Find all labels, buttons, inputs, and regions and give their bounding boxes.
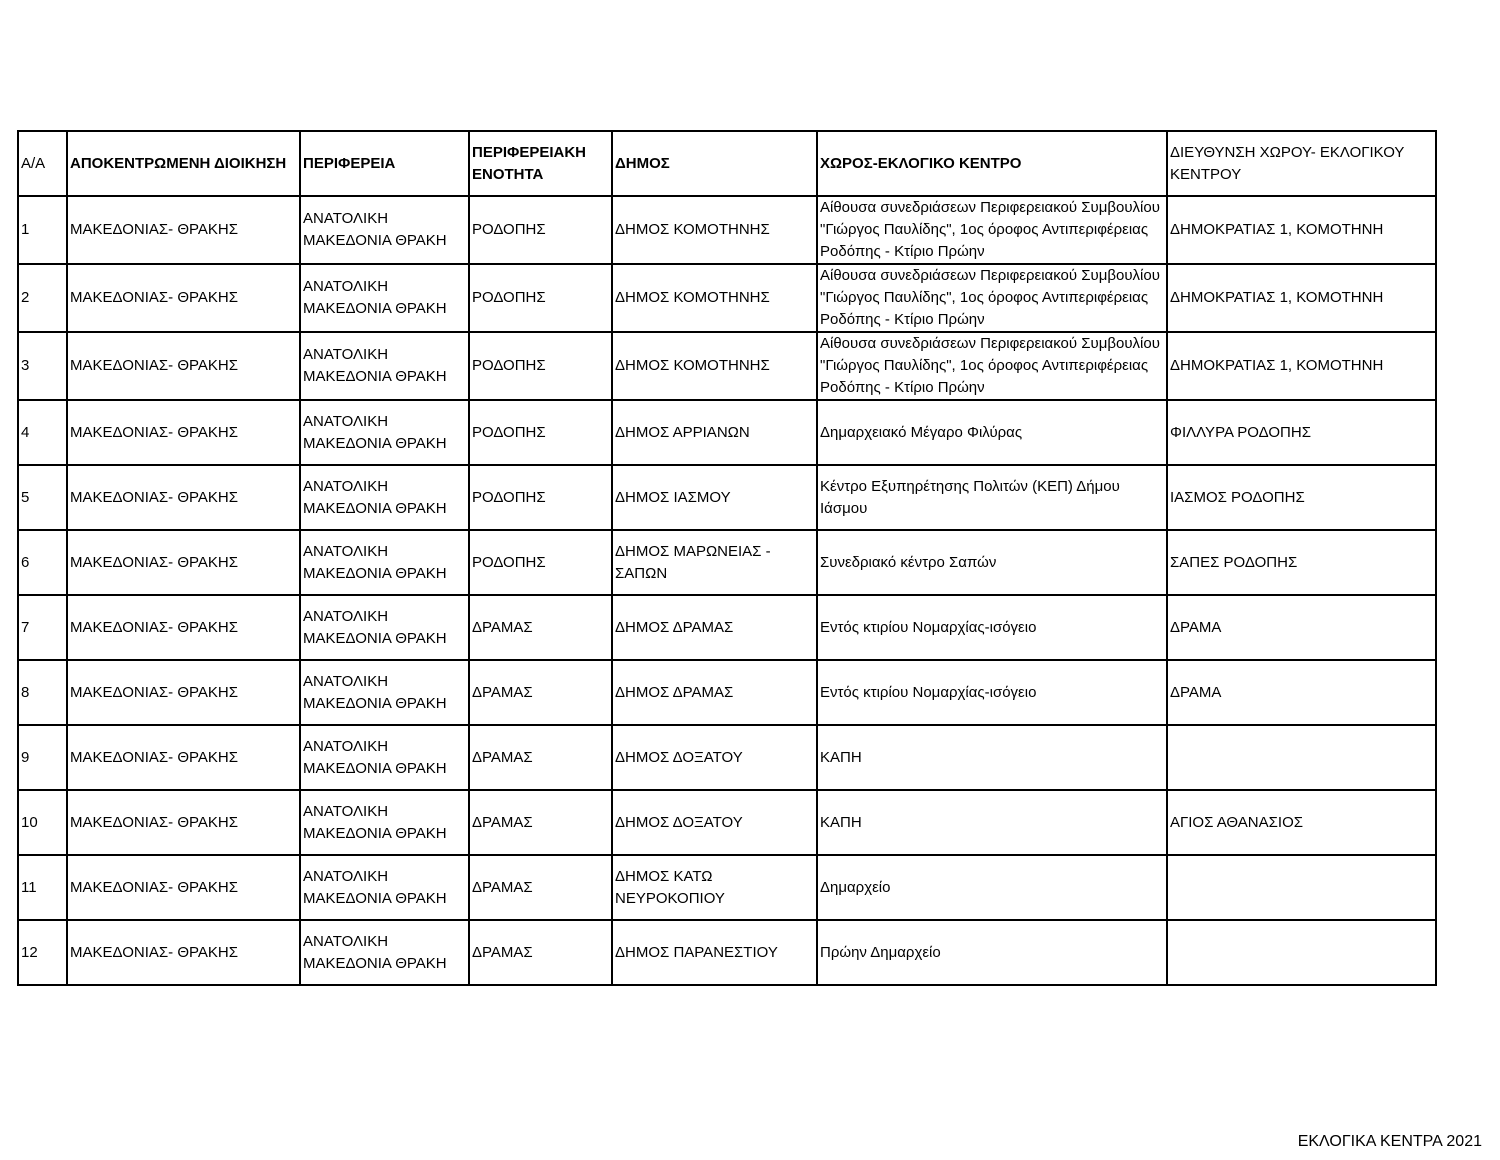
cell-decentralized-administration: ΜΑΚΕΔΟΝΙΑΣ- ΘΡΑΚΗΣ [67, 660, 300, 725]
cell-regional-unit: ΡΟΔΟΠΗΣ [469, 332, 612, 400]
cell-municipality: ΔΗΜΟΣ ΚΟΜΟΤΗΝΗΣ [612, 332, 817, 400]
cell-region: ΑΝΑΤΟΛΙΚΗ ΜΑΚΕΔΟΝΙΑ ΘΡΑΚΗ [300, 920, 469, 985]
cell-regional-unit: ΔΡΑΜΑΣ [469, 595, 612, 660]
cell-aa: 1 [18, 196, 67, 264]
cell-election-venue: Εντός κτιρίου Νομαρχίας-ισόγειο [817, 660, 1167, 725]
cell-aa: 12 [18, 920, 67, 985]
cell-election-venue: Δημαρχειακό Μέγαρο Φιλύρας [817, 400, 1167, 465]
cell-venue-address: ΦΙΛΛΥΡΑ ΡΟΔΟΠΗΣ [1167, 400, 1436, 465]
cell-region: ΑΝΑΤΟΛΙΚΗ ΜΑΚΕΔΟΝΙΑ ΘΡΑΚΗ [300, 530, 469, 595]
table-row [18, 855, 1436, 920]
cell-election-venue: Αίθουσα συνεδριάσεων Περιφερειακού Συμβουλίου "Γιώργος Παυλίδης", 1ος όροφος Αντιπεριφέρειας Ροδόπης - Κτίριο Πρώην [817, 264, 1167, 332]
cell-region: ΑΝΑΤΟΛΙΚΗ ΜΑΚΕΔΟΝΙΑ ΘΡΑΚΗ [300, 725, 469, 790]
cell-election-venue: Συνεδριακό κέντρο Σαπών [817, 530, 1167, 595]
cell-decentralized-administration: ΜΑΚΕΔΟΝΙΑΣ- ΘΡΑΚΗΣ [67, 855, 300, 920]
cell-regional-unit: ΔΡΑΜΑΣ [469, 855, 612, 920]
cell-municipality: ΔΗΜΟΣ ΔΟΞΑΤΟΥ [612, 725, 817, 790]
cell-venue-address [1167, 725, 1436, 790]
cell-municipality: ΔΗΜΟΣ ΚΟΜΟΤΗΝΗΣ [612, 264, 817, 332]
cell-region: ΑΝΑΤΟΛΙΚΗ ΜΑΚΕΔΟΝΙΑ ΘΡΑΚΗ [300, 264, 469, 332]
cell-aa: 9 [18, 725, 67, 790]
cell-municipality: ΔΗΜΟΣ ΠΑΡΑΝΕΣΤΙΟΥ [612, 920, 817, 985]
cell-region: ΑΝΑΤΟΛΙΚΗ ΜΑΚΕΔΟΝΙΑ ΘΡΑΚΗ [300, 595, 469, 660]
table-row [18, 264, 1436, 332]
header-election-venue: ΧΩΡΟΣ-ΕΚΛΟΓΙΚΟ ΚΕΝΤΡΟ [817, 131, 1167, 196]
table-row [18, 920, 1436, 985]
cell-venue-address: ΣΑΠΕΣ ΡΟΔΟΠΗΣ [1167, 530, 1436, 595]
cell-aa: 8 [18, 660, 67, 725]
cell-decentralized-administration: ΜΑΚΕΔΟΝΙΑΣ- ΘΡΑΚΗΣ [67, 465, 300, 530]
cell-election-venue: Δημαρχείο [817, 855, 1167, 920]
cell-aa: 5 [18, 465, 67, 530]
footer-caption: ΕΚΛΟΓΙΚΑ ΚΕΝΤΡΑ 2021 [1297, 1133, 1482, 1150]
table-header-row [18, 131, 1436, 196]
cell-venue-address: ΙΑΣΜΟΣ ΡΟΔΟΠΗΣ [1167, 465, 1436, 530]
cell-decentralized-administration: ΜΑΚΕΔΟΝΙΑΣ- ΘΡΑΚΗΣ [67, 196, 300, 264]
cell-region: ΑΝΑΤΟΛΙΚΗ ΜΑΚΕΔΟΝΙΑ ΘΡΑΚΗ [300, 790, 469, 855]
cell-municipality: ΔΗΜΟΣ ΚΑΤΩ ΝΕΥΡΟΚΟΠΙΟΥ [612, 855, 817, 920]
table-row [18, 332, 1436, 400]
cell-regional-unit: ΡΟΔΟΠΗΣ [469, 400, 612, 465]
cell-aa: 3 [18, 332, 67, 400]
cell-regional-unit: ΡΟΔΟΠΗΣ [469, 196, 612, 264]
cell-aa: 4 [18, 400, 67, 465]
table-row [18, 196, 1436, 264]
cell-regional-unit: ΔΡΑΜΑΣ [469, 660, 612, 725]
cell-regional-unit: ΔΡΑΜΑΣ [469, 790, 612, 855]
cell-regional-unit: ΔΡΑΜΑΣ [469, 920, 612, 985]
cell-venue-address: ΔΡΑΜΑ [1167, 660, 1436, 725]
cell-municipality: ΔΗΜΟΣ ΙΑΣΜΟΥ [612, 465, 817, 530]
cell-municipality: ΔΗΜΟΣ ΔΟΞΑΤΟΥ [612, 790, 817, 855]
cell-region: ΑΝΑΤΟΛΙΚΗ ΜΑΚΕΔΟΝΙΑ ΘΡΑΚΗ [300, 332, 469, 400]
cell-venue-address: ΔΗΜΟΚΡΑΤΙΑΣ 1, ΚΟΜΟΤΗΝΗ [1167, 264, 1436, 332]
cell-aa: 6 [18, 530, 67, 595]
cell-decentralized-administration: ΜΑΚΕΔΟΝΙΑΣ- ΘΡΑΚΗΣ [67, 400, 300, 465]
cell-election-venue: Αίθουσα συνεδριάσεων Περιφερειακού Συμβουλίου "Γιώργος Παυλίδης", 1ος όροφος Αντιπεριφέρειας Ροδόπης - Κτίριο Πρώην [817, 196, 1167, 264]
header-regional-unit: ΠΕΡΙΦΕΡΕΙΑΚΗ ΕΝΟΤΗΤΑ [469, 131, 612, 196]
cell-decentralized-administration: ΜΑΚΕΔΟΝΙΑΣ- ΘΡΑΚΗΣ [67, 264, 300, 332]
table-row [18, 465, 1436, 530]
table-row [18, 790, 1436, 855]
table-row [18, 400, 1436, 465]
cell-region: ΑΝΑΤΟΛΙΚΗ ΜΑΚΕΔΟΝΙΑ ΘΡΑΚΗ [300, 660, 469, 725]
cell-venue-address: ΔΗΜΟΚΡΑΤΙΑΣ 1, ΚΟΜΟΤΗΝΗ [1167, 196, 1436, 264]
header-decentralized-administration: ΑΠΟΚΕΝΤΡΩΜΕΝΗ ΔΙΟΙΚΗΣΗ [67, 131, 300, 196]
cell-municipality: ΔΗΜΟΣ ΜΑΡΩΝΕΙΑΣ - ΣΑΠΩΝ [612, 530, 817, 595]
table-row [18, 725, 1436, 790]
cell-aa: 10 [18, 790, 67, 855]
election-centers-table [17, 130, 1437, 986]
table-row [18, 660, 1436, 725]
cell-decentralized-administration: ΜΑΚΕΔΟΝΙΑΣ- ΘΡΑΚΗΣ [67, 725, 300, 790]
cell-decentralized-administration: ΜΑΚΕΔΟΝΙΑΣ- ΘΡΑΚΗΣ [67, 790, 300, 855]
cell-regional-unit: ΡΟΔΟΠΗΣ [469, 264, 612, 332]
header-municipality: ΔΗΜΟΣ [612, 131, 817, 196]
cell-aa: 7 [18, 595, 67, 660]
cell-municipality: ΔΗΜΟΣ ΚΟΜΟΤΗΝΗΣ [612, 196, 817, 264]
cell-election-venue: Κέντρο Εξυπηρέτησης Πολιτών (ΚΕΠ) Δήμου Ιάσμου [817, 465, 1167, 530]
cell-region: ΑΝΑΤΟΛΙΚΗ ΜΑΚΕΔΟΝΙΑ ΘΡΑΚΗ [300, 400, 469, 465]
cell-region: ΑΝΑΤΟΛΙΚΗ ΜΑΚΕΔΟΝΙΑ ΘΡΑΚΗ [300, 196, 469, 264]
table-row [18, 595, 1436, 660]
table-row [18, 530, 1436, 595]
cell-venue-address [1167, 920, 1436, 985]
cell-aa: 2 [18, 264, 67, 332]
cell-decentralized-administration: ΜΑΚΕΔΟΝΙΑΣ- ΘΡΑΚΗΣ [67, 530, 300, 595]
cell-venue-address: ΑΓΙΟΣ ΑΘΑΝΑΣΙΟΣ [1167, 790, 1436, 855]
cell-regional-unit: ΡΟΔΟΠΗΣ [469, 530, 612, 595]
cell-municipality: ΔΗΜΟΣ ΔΡΑΜΑΣ [612, 595, 817, 660]
cell-regional-unit: ΔΡΑΜΑΣ [469, 725, 612, 790]
cell-decentralized-administration: ΜΑΚΕΔΟΝΙΑΣ- ΘΡΑΚΗΣ [67, 595, 300, 660]
cell-election-venue: ΚΑΠΗ [817, 790, 1167, 855]
cell-municipality: ΔΗΜΟΣ ΔΡΑΜΑΣ [612, 660, 817, 725]
header-venue-address: ΔΙΕΥΘΥΝΣΗ ΧΩΡΟΥ- ΕΚΛΟΓΙΚΟΥ ΚΕΝΤΡΟΥ [1167, 131, 1436, 196]
cell-regional-unit: ΡΟΔΟΠΗΣ [469, 465, 612, 530]
table-body [18, 196, 1436, 985]
cell-municipality: ΔΗΜΟΣ ΑΡΡΙΑΝΩΝ [612, 400, 817, 465]
cell-aa: 11 [18, 855, 67, 920]
cell-election-venue: Πρώην Δημαρχείο [817, 920, 1167, 985]
cell-decentralized-administration: ΜΑΚΕΔΟΝΙΑΣ- ΘΡΑΚΗΣ [67, 332, 300, 400]
cell-venue-address: ΔΗΜΟΚΡΑΤΙΑΣ 1, ΚΟΜΟΤΗΝΗ [1167, 332, 1436, 400]
cell-region: ΑΝΑΤΟΛΙΚΗ ΜΑΚΕΔΟΝΙΑ ΘΡΑΚΗ [300, 465, 469, 530]
cell-region: ΑΝΑΤΟΛΙΚΗ ΜΑΚΕΔΟΝΙΑ ΘΡΑΚΗ [300, 855, 469, 920]
cell-venue-address [1167, 855, 1436, 920]
cell-election-venue: ΚΑΠΗ [817, 725, 1167, 790]
cell-venue-address: ΔΡΑΜΑ [1167, 595, 1436, 660]
cell-election-venue: Αίθουσα συνεδριάσεων Περιφερειακού Συμβουλίου "Γιώργος Παυλίδης", 1ος όροφος Αντιπεριφέρειας Ροδόπης - Κτίριο Πρώην [817, 332, 1167, 400]
cell-decentralized-administration: ΜΑΚΕΔΟΝΙΑΣ- ΘΡΑΚΗΣ [67, 920, 300, 985]
header-aa: Α/Α [18, 131, 67, 196]
cell-election-venue: Εντός κτιρίου Νομαρχίας-ισόγειο [817, 595, 1167, 660]
header-region: ΠΕΡΙΦΕΡΕΙΑ [300, 131, 469, 196]
